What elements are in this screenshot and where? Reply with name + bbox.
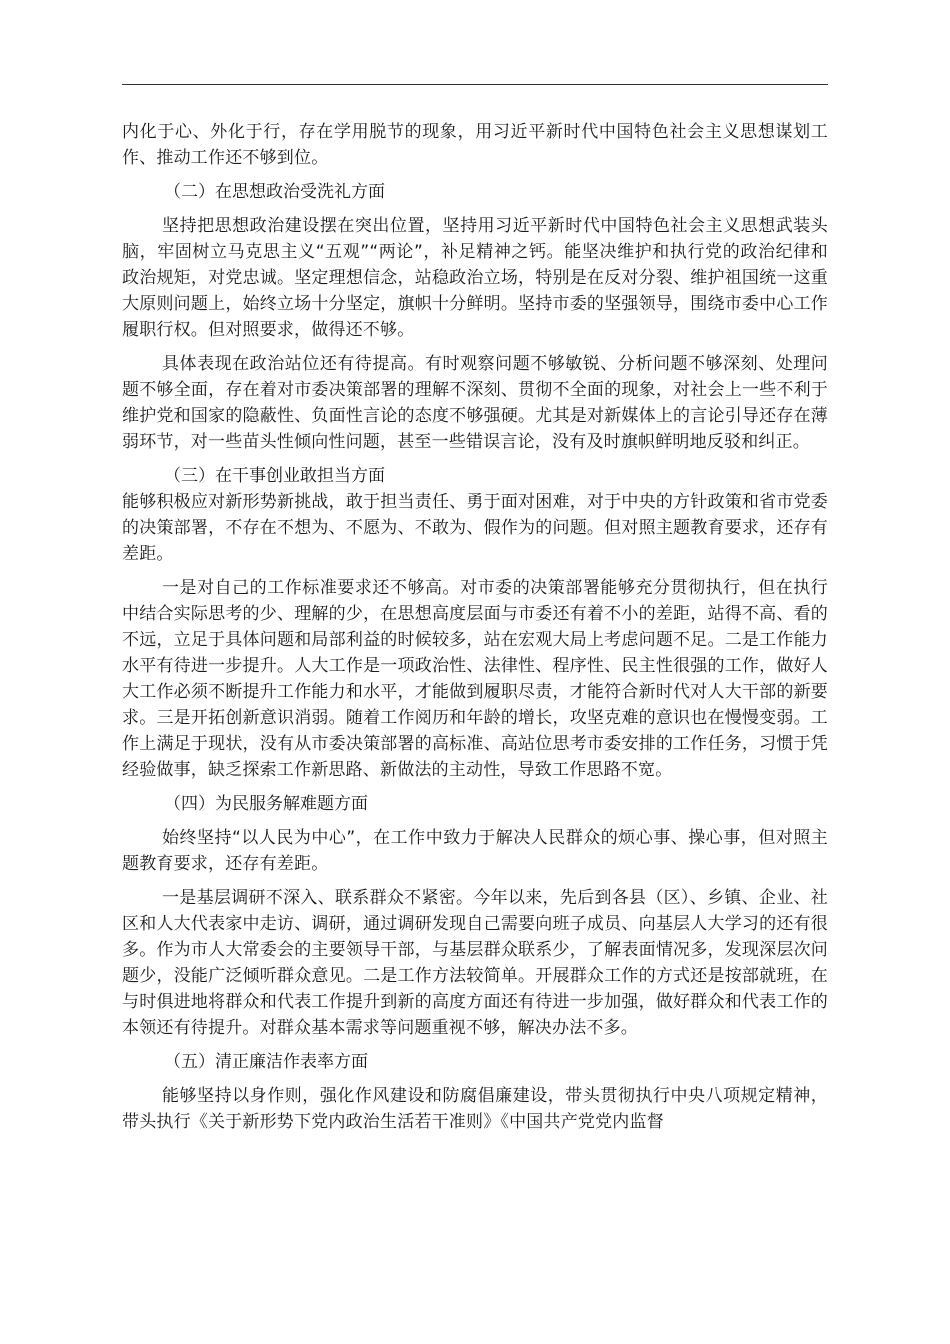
- paragraph: 具体表现在政治站位还有待提高。有时观察问题不够敏锐、分析问题不够深刻、处理问题不够全面，存在着对市委决策部署的理解不深刻、贯彻不全面的现象，对社会上一些不利于维护党和国家的隐蔽性、负面性言论的态度不够强硬。尤其是对新媒体上的言论引导还存在薄弱环节，对一些苗头性倾向性问题，甚至一些错误言论，没有及时旗帜鲜明地反驳和纠正。: [122, 354, 828, 452]
- paragraph: 一是基层调研不深入、联系群众不紧密。今年以来，先后到各县（区）、乡镇、企业、社区和人大代表家中走访、调研，通过调研发现自己需要向班子成员、向基层人大学习的还有很多。作为市人大常委会的主要领导干部，与基层群众联系少，了解表面情况多，发现深层次问题少，没能广泛倾听群众意见。二是工作方法较简单。开展群众工作的方式还是按部就班，在与时俱进地将群众和代表工作提升到新的高度方面还有待进一步加强，做好群众和代表工作的本领还有待提升。对群众基本需求等问题重视不够，解决办法不多。: [122, 888, 828, 1038]
- header-rule: [122, 84, 828, 85]
- section-heading-4: （四）为民服务解难题方面: [164, 794, 368, 814]
- section-heading-2: （二）在思想政治受洗礼方面: [164, 182, 385, 202]
- paragraph: 始终坚持“以人民为中心”，在工作中致力于解决人民群众的烦心事、操心事，但对照主题教育要求，还存有差距。: [122, 828, 828, 874]
- paragraph-continued: 内化于心、外化于行，存在学用脱节的现象，用习近平新时代中国特色社会主义思想谋划工作、推动工作还不够到位。: [122, 122, 828, 168]
- paragraph: 一是对自己的工作标准要求还不够高。对市委的决策部署能够充分贯彻执行，但在执行中结合实际思考的少、理解的少，在思想高度层面与市委还有着不小的差距，站得不高、看的不远，立足于具体问题和局部利益的时候较多，站在宏观大局上考虑问题不足。二是工作能力水平有待进一步提升。人大工作是一项政治性、法律性、程序性、民主性很强的工作，做好人大工作必须不断提升工作能力和水平，才能做到履职尽责，才能符合新时代对人大干部的新要求。三是开拓创新意识消弱。随着工作阅历和年龄的增长，攻坚克难的意识也在慢慢变弱。工作上满足于现状，没有从市委决策部署的高标准、高站位思考市委安排的工作任务，习惯于凭经验做事，缺乏探索工作新思路、新做法的主动性，导致工作思路不宽。: [122, 578, 828, 780]
- paragraph-flush: 能够积极应对新形势新挑战，敢于担当责任、勇于面对困难，对于中央的方针政策和省市党委的决策部署，不存在不想为、不愿为、不敢为、假作为的问题。但对照主题教育要求，还存有差距。: [122, 492, 828, 564]
- paragraph: 能够坚持以身作则，强化作风建设和防腐倡廉建设，带头贯彻执行中央八项规定精神，带头执行《关于新形势下党内政治生活若干准则》《中国共产党党内监督: [122, 1086, 828, 1132]
- section-heading-5: （五）清正廉洁作表率方面: [164, 1052, 368, 1072]
- paragraph: 坚持把思想政治建设摆在突出位置，坚持用习近平新时代中国特色社会主义思想武装头脑，牢固树立马克思主义“五观”“两论”，补足精神之钙。能坚决维护和执行党的政治纪律和政治规矩，对党忠诚。坚定理想信念，站稳政治立场，特别是在反对分裂、维护祖国统一这重大原则问题上，始终立场十分坚定，旗帜十分鲜明。坚持市委的坚强领导，围绕市委中心工作履职行权。但对照要求，做得还不够。: [122, 216, 828, 340]
- document-body: [122, 119, 828, 1135]
- section-heading-3: （三）在干事创业敢担当方面: [164, 466, 385, 486]
